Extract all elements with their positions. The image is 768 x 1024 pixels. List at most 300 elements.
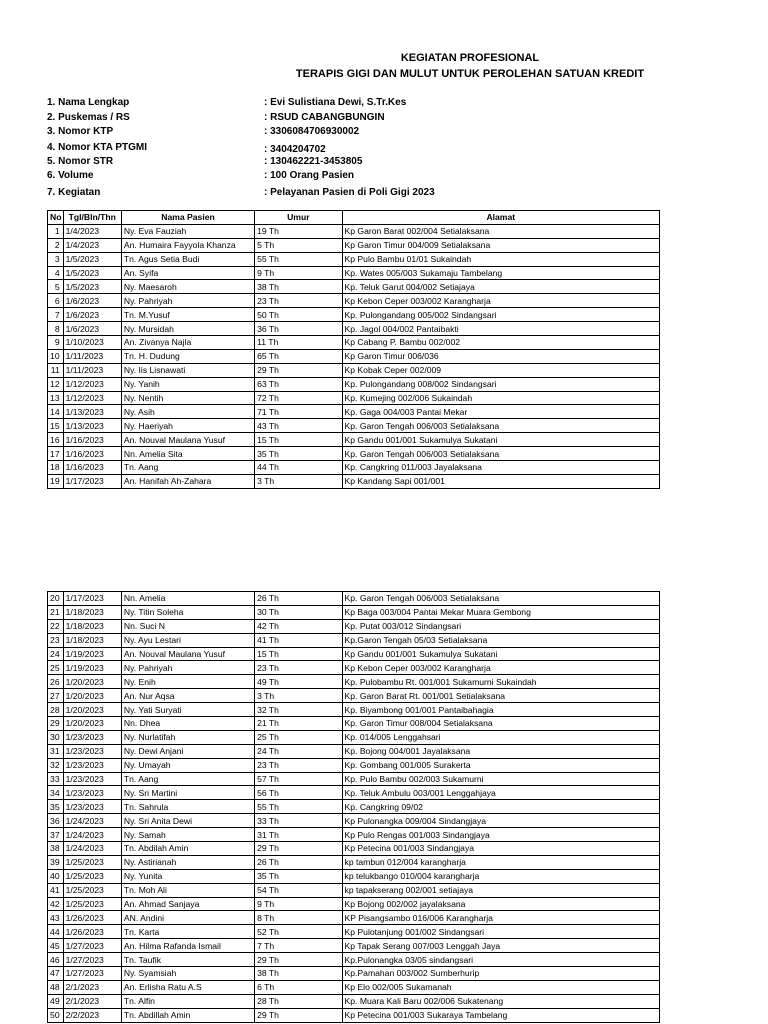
cell-age: 23 Th — [255, 758, 342, 772]
cell-address: Kp. Pulo Bambu 002/003 Sukamurni — [342, 772, 659, 786]
cell-age: 30 Th — [255, 605, 342, 619]
cell-address: Kp Kebon Ceper 003/002 Karangharja — [342, 294, 659, 308]
cell-no: 7 — [48, 308, 64, 322]
cell-date: 1/24/2023 — [63, 842, 121, 856]
cell-no: 2 — [48, 238, 64, 252]
cell-patient-name: Tn. Agus Setia Budi — [121, 252, 254, 266]
table-row — [48, 828, 660, 842]
cell-date: 1/5/2023 — [63, 252, 121, 266]
cell-date: 1/13/2023 — [63, 405, 121, 419]
cell-patient-name: An. Syifa — [121, 266, 254, 280]
cell-patient-name: Ny. Yati Suryati — [121, 703, 254, 717]
cell-age: 71 Th — [255, 405, 342, 419]
cell-date: 1/25/2023 — [63, 855, 121, 869]
cell-address: kp telukbango 010/004 karangharja — [342, 869, 659, 883]
cell-age: 3 Th — [255, 689, 342, 703]
cell-address: Kp. Wates 005/003 Sukamaju Tambelang — [342, 266, 659, 280]
table-row — [48, 433, 660, 447]
title-line-2: TERAPIS GIGI DAN MULUT UNTUK PEROLEHAN SATUAN KREDIT — [295, 68, 645, 80]
cell-patient-name: Ny. Nurlatifah — [121, 730, 254, 744]
cell-age: 35 Th — [255, 869, 342, 883]
cell-address: Kp Pulonangka 009/004 Sindangjaya — [342, 814, 659, 828]
cell-patient-name: Tn. Abdillah Amin — [121, 1008, 254, 1022]
table-row — [48, 661, 660, 675]
cell-date: 1/25/2023 — [63, 883, 121, 897]
cell-age: 56 Th — [255, 786, 342, 800]
table-row — [48, 336, 660, 350]
title-line-1: KEGIATAN PROFESIONAL — [400, 52, 540, 64]
cell-date: 1/11/2023 — [63, 349, 121, 363]
cell-address: Kp Pulo Rengas 001/003 Sindangjaya — [342, 828, 659, 842]
table-row — [48, 349, 660, 363]
cell-date: 1/17/2023 — [63, 592, 121, 606]
cell-patient-name: An. Ahmad Sanjaya — [121, 897, 254, 911]
cell-no: 39 — [48, 855, 64, 869]
cell-no: 26 — [48, 675, 64, 689]
info-value: : 3306084706930002 — [264, 126, 360, 138]
cell-no: 44 — [48, 925, 64, 939]
cell-address: kp tapakserang 002/001 setiajaya — [342, 883, 659, 897]
table-row — [48, 842, 660, 856]
info-label: 1. Nama Lengkap — [47, 97, 130, 108]
cell-address: Kp. Biyambong 001/001 Pantaibahagia — [342, 703, 659, 717]
info-value: : 130462221-3453805 — [264, 155, 363, 167]
cell-date: 1/26/2023 — [63, 925, 121, 939]
table-header-row — [48, 211, 660, 225]
cell-address: Kp Bojong 002/002 jayalaksana — [342, 897, 659, 911]
cell-no: 47 — [48, 967, 64, 981]
cell-patient-name: Nn. Dhea — [121, 717, 254, 731]
info-label: 6. Volume — [47, 170, 94, 182]
cell-no: 22 — [48, 619, 64, 633]
table-row — [48, 322, 660, 336]
cell-address: Kp. Putat 003/012 Sindangsari — [342, 619, 659, 633]
cell-date: 1/13/2023 — [63, 419, 121, 433]
cell-address: Kp Gandu 001/001 Sukamulya Sukatani — [342, 433, 659, 447]
header-patient-name: Nama Pasien — [121, 211, 254, 225]
table-row — [48, 925, 660, 939]
table-row — [48, 814, 660, 828]
cell-address: Kp Tapak Serang 007/003 Lenggah Jaya — [342, 939, 659, 953]
cell-age: 9 Th — [255, 897, 342, 911]
cell-no: 45 — [48, 939, 64, 953]
cell-patient-name: Ny. Dewi Anjani — [121, 744, 254, 758]
table-row — [48, 897, 660, 911]
cell-no: 6 — [48, 294, 64, 308]
table-row — [48, 1008, 660, 1022]
cell-no: 37 — [48, 828, 64, 842]
table-row — [48, 883, 660, 897]
table-row — [48, 238, 660, 252]
cell-age: 3 Th — [255, 474, 342, 488]
cell-age: 65 Th — [255, 349, 342, 363]
cell-patient-name: Tn. H. Dudung — [121, 349, 254, 363]
table-row — [48, 294, 660, 308]
cell-patient-name: Ny. Sri Anita Dewi — [121, 814, 254, 828]
cell-date: 1/4/2023 — [63, 238, 121, 252]
table-row — [48, 633, 660, 647]
cell-date: 1/16/2023 — [63, 461, 121, 475]
cell-address: Kp Pulotanjung 001/002 Sindangsari — [342, 925, 659, 939]
table-row — [48, 980, 660, 994]
cell-no: 49 — [48, 994, 64, 1008]
info-value: : Pelayanan Pasien di Poli Gigi 2023 — [264, 187, 435, 199]
cell-patient-name: Ny. Pahriyah — [121, 661, 254, 675]
cell-age: 33 Th — [255, 814, 342, 828]
cell-age: 25 Th — [255, 730, 342, 744]
cell-patient-name: Tn. Karta — [121, 925, 254, 939]
cell-age: 19 Th — [255, 224, 342, 238]
cell-address: Kp. Pulobambu Rt. 001/001 Sukamurni Sukaindah — [342, 675, 659, 689]
table-row — [48, 224, 660, 238]
cell-address: Kp. Jagol 004/002 Pantaibakti — [342, 322, 659, 336]
cell-date: 1/23/2023 — [63, 744, 121, 758]
cell-address: Kp. Garon Tengah 006/003 Setialaksana — [342, 592, 659, 606]
table-row — [48, 474, 660, 488]
cell-date: 2/1/2023 — [63, 980, 121, 994]
cell-age: 28 Th — [255, 994, 342, 1008]
cell-patient-name: Tn. Sahrula — [121, 800, 254, 814]
cell-age: 26 Th — [255, 592, 342, 606]
cell-address: Kp. Kumejing 002/006 Sukaindah — [342, 391, 659, 405]
cell-no: 1 — [48, 224, 64, 238]
cell-no: 38 — [48, 842, 64, 856]
cell-no: 10 — [48, 349, 64, 363]
cell-date: 1/12/2023 — [63, 391, 121, 405]
cell-patient-name: Ny. Yanih — [121, 377, 254, 391]
table-row — [48, 786, 660, 800]
cell-age: 41 Th — [255, 633, 342, 647]
cell-address: Kp Garon Timur 006/036 — [342, 349, 659, 363]
cell-date: 1/23/2023 — [63, 758, 121, 772]
cell-patient-name: Ny. Yunita — [121, 869, 254, 883]
cell-date: 2/1/2023 — [63, 994, 121, 1008]
cell-address: Kp. 014/005 Lenggahsari — [342, 730, 659, 744]
cell-date: 1/27/2023 — [63, 967, 121, 981]
info-value: : 3404204702 — [264, 144, 326, 156]
table-row — [48, 953, 660, 967]
cell-address: Kp Baga 003/004 Pantai Mekar Muara Gembong — [342, 605, 659, 619]
cell-age: 72 Th — [255, 391, 342, 405]
table-row — [48, 689, 660, 703]
table-row — [48, 730, 660, 744]
cell-date: 1/18/2023 — [63, 605, 121, 619]
cell-address: Kp.Pamahan 003/002 Sumberhurip — [342, 967, 659, 981]
cell-address: Kp. Garon Tengah 006/003 Setialaksana — [342, 419, 659, 433]
table-row — [48, 266, 660, 280]
cell-date: 1/16/2023 — [63, 433, 121, 447]
cell-date: 1/11/2023 — [63, 363, 121, 377]
cell-no: 24 — [48, 647, 64, 661]
cell-patient-name: An. Nouval Maulana Yusuf — [121, 433, 254, 447]
info-value: : 100 Orang Pasien — [264, 170, 355, 182]
cell-age: 55 Th — [255, 252, 342, 266]
cell-address: Kp. Teluk Ambulu 003/001 Lenggahjaya — [342, 786, 659, 800]
table-row — [48, 461, 660, 475]
cell-no: 13 — [48, 391, 64, 405]
cell-date: 1/12/2023 — [63, 377, 121, 391]
cell-date: 1/4/2023 — [63, 224, 121, 238]
table-body — [48, 592, 660, 1023]
table-row — [48, 800, 660, 814]
cell-date: 1/18/2023 — [63, 633, 121, 647]
cell-patient-name: Tn. Aang — [121, 772, 254, 786]
cell-patient-name: Nn. Amelia — [121, 592, 254, 606]
cell-date: 2/2/2023 — [63, 1008, 121, 1022]
cell-patient-name: An. Hilma Rafanda Ismail — [121, 939, 254, 953]
cell-patient-name: AN. Andini — [121, 911, 254, 925]
cell-date: 1/20/2023 — [63, 675, 121, 689]
cell-address: Kp Kandang Sapi 001/001 — [342, 474, 659, 488]
cell-patient-name: An. Humaira Fayyola Khanza — [121, 238, 254, 252]
table-row — [48, 619, 660, 633]
table-row — [48, 869, 660, 883]
cell-no: 35 — [48, 800, 64, 814]
cell-no: 48 — [48, 980, 64, 994]
cell-no: 50 — [48, 1008, 64, 1022]
cell-date: 1/5/2023 — [63, 266, 121, 280]
cell-date: 1/16/2023 — [63, 447, 121, 461]
cell-no: 30 — [48, 730, 64, 744]
cell-age: 6 Th — [255, 980, 342, 994]
cell-age: 7 Th — [255, 939, 342, 953]
cell-date: 1/23/2023 — [63, 786, 121, 800]
cell-patient-name: Ny. Ayu Lestari — [121, 633, 254, 647]
cell-no: 5 — [48, 280, 64, 294]
header-address: Alamat — [342, 211, 659, 225]
cell-no: 36 — [48, 814, 64, 828]
cell-age: 21 Th — [255, 717, 342, 731]
cell-patient-name: An. Erlisha Ratu A.S — [121, 980, 254, 994]
cell-date: 1/10/2023 — [63, 336, 121, 350]
cell-age: 29 Th — [255, 842, 342, 856]
table-row — [48, 419, 660, 433]
cell-patient-name: An. Zivanya Najla — [121, 336, 254, 350]
cell-age: 11 Th — [255, 336, 342, 350]
cell-date: 1/27/2023 — [63, 939, 121, 953]
cell-address: Kp. Cangkring 09/02 — [342, 800, 659, 814]
table-row — [48, 447, 660, 461]
info-label: 2. Puskemas / RS — [47, 111, 130, 123]
cell-patient-name: Tn. Abdilah Amin — [121, 842, 254, 856]
cell-date: 1/6/2023 — [63, 294, 121, 308]
cell-age: 15 Th — [255, 647, 342, 661]
cell-no: 31 — [48, 744, 64, 758]
cell-patient-name: An. Nouval Maulana Yusuf — [121, 647, 254, 661]
cell-age: 38 Th — [255, 280, 342, 294]
cell-address: Kp. Teluk Garut 004/002 Setiajaya — [342, 280, 659, 294]
cell-no: 9 — [48, 336, 64, 350]
table-row — [48, 605, 660, 619]
table-row — [48, 363, 660, 377]
cell-date: 1/26/2023 — [63, 911, 121, 925]
cell-age: 5 Th — [255, 238, 342, 252]
info-label: 7. Kegiatan — [47, 187, 101, 199]
cell-date: 1/24/2023 — [63, 828, 121, 842]
cell-age: 24 Th — [255, 744, 342, 758]
table-row — [48, 703, 660, 717]
cell-address: Kp Gandu 001/001 Sukamulya Sukatani — [342, 647, 659, 661]
cell-age: 29 Th — [255, 953, 342, 967]
cell-address: Kp. Garon Barat Rt. 001/001 Setialaksana — [342, 689, 659, 703]
cell-patient-name: Tn. Alfin — [121, 994, 254, 1008]
cell-patient-name: Ny. Haeriyah — [121, 419, 254, 433]
cell-date: 1/19/2023 — [63, 647, 121, 661]
cell-age: 23 Th — [255, 294, 342, 308]
patient-table-part-1 — [47, 210, 660, 489]
table-row — [48, 308, 660, 322]
cell-no: 29 — [48, 717, 64, 731]
cell-no: 11 — [48, 363, 64, 377]
cell-address: Kp. Muara Kali Baru 002/006 Sukatenang — [342, 994, 659, 1008]
cell-no: 16 — [48, 433, 64, 447]
cell-age: 23 Th — [255, 661, 342, 675]
cell-no: 41 — [48, 883, 64, 897]
cell-no: 25 — [48, 661, 64, 675]
cell-patient-name: Ny. Pahriyah — [121, 294, 254, 308]
info-label: 4. Nomor KTA PTGMI — [47, 142, 147, 154]
cell-address: Kp. Cangkring 011/003 Jayalaksana — [342, 461, 659, 475]
header-date: Tgl/Bln/Thn — [63, 211, 121, 225]
cell-patient-name: Tn. Aang — [121, 461, 254, 475]
cell-address: Kp Cabang P. Bambu 002/002 — [342, 336, 659, 350]
cell-patient-name: An. Nur Aqsa — [121, 689, 254, 703]
cell-address: Kp Pulo Bambu 01/01 Sukaindah — [342, 252, 659, 266]
cell-date: 1/25/2023 — [63, 897, 121, 911]
cell-date: 1/6/2023 — [63, 322, 121, 336]
cell-patient-name: Ny. Umayah — [121, 758, 254, 772]
table-row — [48, 280, 660, 294]
cell-address: Kp Elo 002/005 Sukamanah — [342, 980, 659, 994]
cell-patient-name: Ny. Titin Soleha — [121, 605, 254, 619]
table-row — [48, 252, 660, 266]
cell-patient-name: Ny. Nentih — [121, 391, 254, 405]
info-value: : Evi Sulistiana Dewi, S.Tr.Kes — [264, 97, 407, 108]
cell-no: 19 — [48, 474, 64, 488]
cell-date: 1/20/2023 — [63, 717, 121, 731]
cell-patient-name: Nn. Suci N — [121, 619, 254, 633]
cell-age: 32 Th — [255, 703, 342, 717]
cell-no: 43 — [48, 911, 64, 925]
cell-age: 50 Th — [255, 308, 342, 322]
cell-age: 54 Th — [255, 883, 342, 897]
cell-no: 42 — [48, 897, 64, 911]
cell-no: 3 — [48, 252, 64, 266]
cell-patient-name: Ny. Syamsiah — [121, 967, 254, 981]
cell-no: 34 — [48, 786, 64, 800]
cell-no: 15 — [48, 419, 64, 433]
cell-date: 1/23/2023 — [63, 800, 121, 814]
cell-no: 23 — [48, 633, 64, 647]
cell-address: Kp.Pulonangka 03/05 sindangsari — [342, 953, 659, 967]
cell-no: 4 — [48, 266, 64, 280]
cell-patient-name: Tn. M.Yusuf — [121, 308, 254, 322]
cell-address: Kp. Garon Tengah 006/003 Setialaksana — [342, 447, 659, 461]
cell-age: 55 Th — [255, 800, 342, 814]
cell-age: 31 Th — [255, 828, 342, 842]
cell-no: 33 — [48, 772, 64, 786]
cell-age: 52 Th — [255, 925, 342, 939]
cell-address: KP Pisangsambo 016/006 Karangharja — [342, 911, 659, 925]
patient-table-part-2 — [47, 591, 660, 1023]
cell-date: 1/18/2023 — [63, 619, 121, 633]
table-row — [48, 744, 660, 758]
table-body — [48, 224, 660, 488]
cell-date: 1/20/2023 — [63, 703, 121, 717]
table-row — [48, 758, 660, 772]
cell-no: 17 — [48, 447, 64, 461]
cell-date: 1/19/2023 — [63, 661, 121, 675]
cell-date: 1/6/2023 — [63, 308, 121, 322]
cell-no: 40 — [48, 869, 64, 883]
cell-no: 46 — [48, 953, 64, 967]
cell-patient-name: Ny. Astirianah — [121, 855, 254, 869]
table-row — [48, 675, 660, 689]
cell-address: Kp Garon Barat 002/004 Setialaksana — [342, 224, 659, 238]
table-row — [48, 967, 660, 981]
cell-age: 36 Th — [255, 322, 342, 336]
cell-age: 49 Th — [255, 675, 342, 689]
table-row — [48, 911, 660, 925]
cell-date: 1/27/2023 — [63, 953, 121, 967]
table-row — [48, 405, 660, 419]
cell-no: 20 — [48, 592, 64, 606]
cell-age: 8 Th — [255, 911, 342, 925]
table-row — [48, 647, 660, 661]
cell-patient-name: Tn. Moh Ali — [121, 883, 254, 897]
cell-patient-name: Ny. Sri Martini — [121, 786, 254, 800]
cell-address: Kp. Pulongandang 005/002 Sindangsari — [342, 308, 659, 322]
cell-age: 57 Th — [255, 772, 342, 786]
cell-no: 12 — [48, 377, 64, 391]
table-row — [48, 377, 660, 391]
table-row — [48, 939, 660, 953]
cell-no: 18 — [48, 461, 64, 475]
table-row — [48, 592, 660, 606]
table-row — [48, 772, 660, 786]
cell-date: 1/5/2023 — [63, 280, 121, 294]
cell-address: Kp. Pulongandang 008/002 Sindangsari — [342, 377, 659, 391]
cell-patient-name: Ny. Samah — [121, 828, 254, 842]
table-row — [48, 994, 660, 1008]
cell-address: Kp Petecina 001/003 Sukaraya Tambelang — [342, 1008, 659, 1022]
cell-age: 38 Th — [255, 967, 342, 981]
cell-no: 8 — [48, 322, 64, 336]
cell-no: 28 — [48, 703, 64, 717]
cell-age: 43 Th — [255, 419, 342, 433]
cell-date: 1/24/2023 — [63, 814, 121, 828]
cell-age: 42 Th — [255, 619, 342, 633]
cell-no: 27 — [48, 689, 64, 703]
cell-address: Kp Kobak Ceper 002/009 — [342, 363, 659, 377]
cell-date: 1/17/2023 — [63, 474, 121, 488]
cell-patient-name: Ny. Eva Fauziah — [121, 224, 254, 238]
cell-age: 63 Th — [255, 377, 342, 391]
cell-date: 1/23/2023 — [63, 730, 121, 744]
cell-patient-name: Tn. Taufik — [121, 953, 254, 967]
cell-address: Kp Kebon Ceper 003/002 Karangharja — [342, 661, 659, 675]
cell-patient-name: An. Hanifah Ah-Zahara — [121, 474, 254, 488]
cell-age: 26 Th — [255, 855, 342, 869]
cell-patient-name: Ny. Maesaroh — [121, 280, 254, 294]
cell-age: 35 Th — [255, 447, 342, 461]
info-label: 3. Nomor KTP — [47, 126, 114, 138]
cell-address: Kp. Gombang 001/005 Surakerta — [342, 758, 659, 772]
cell-address: Kp. Garon Timur 008/004 Setialaksana — [342, 717, 659, 731]
cell-address: Kp Garon Timur 004/009 Setialaksana — [342, 238, 659, 252]
cell-date: 1/20/2023 — [63, 689, 121, 703]
cell-address: kp tambun 012/004 karangharja — [342, 855, 659, 869]
